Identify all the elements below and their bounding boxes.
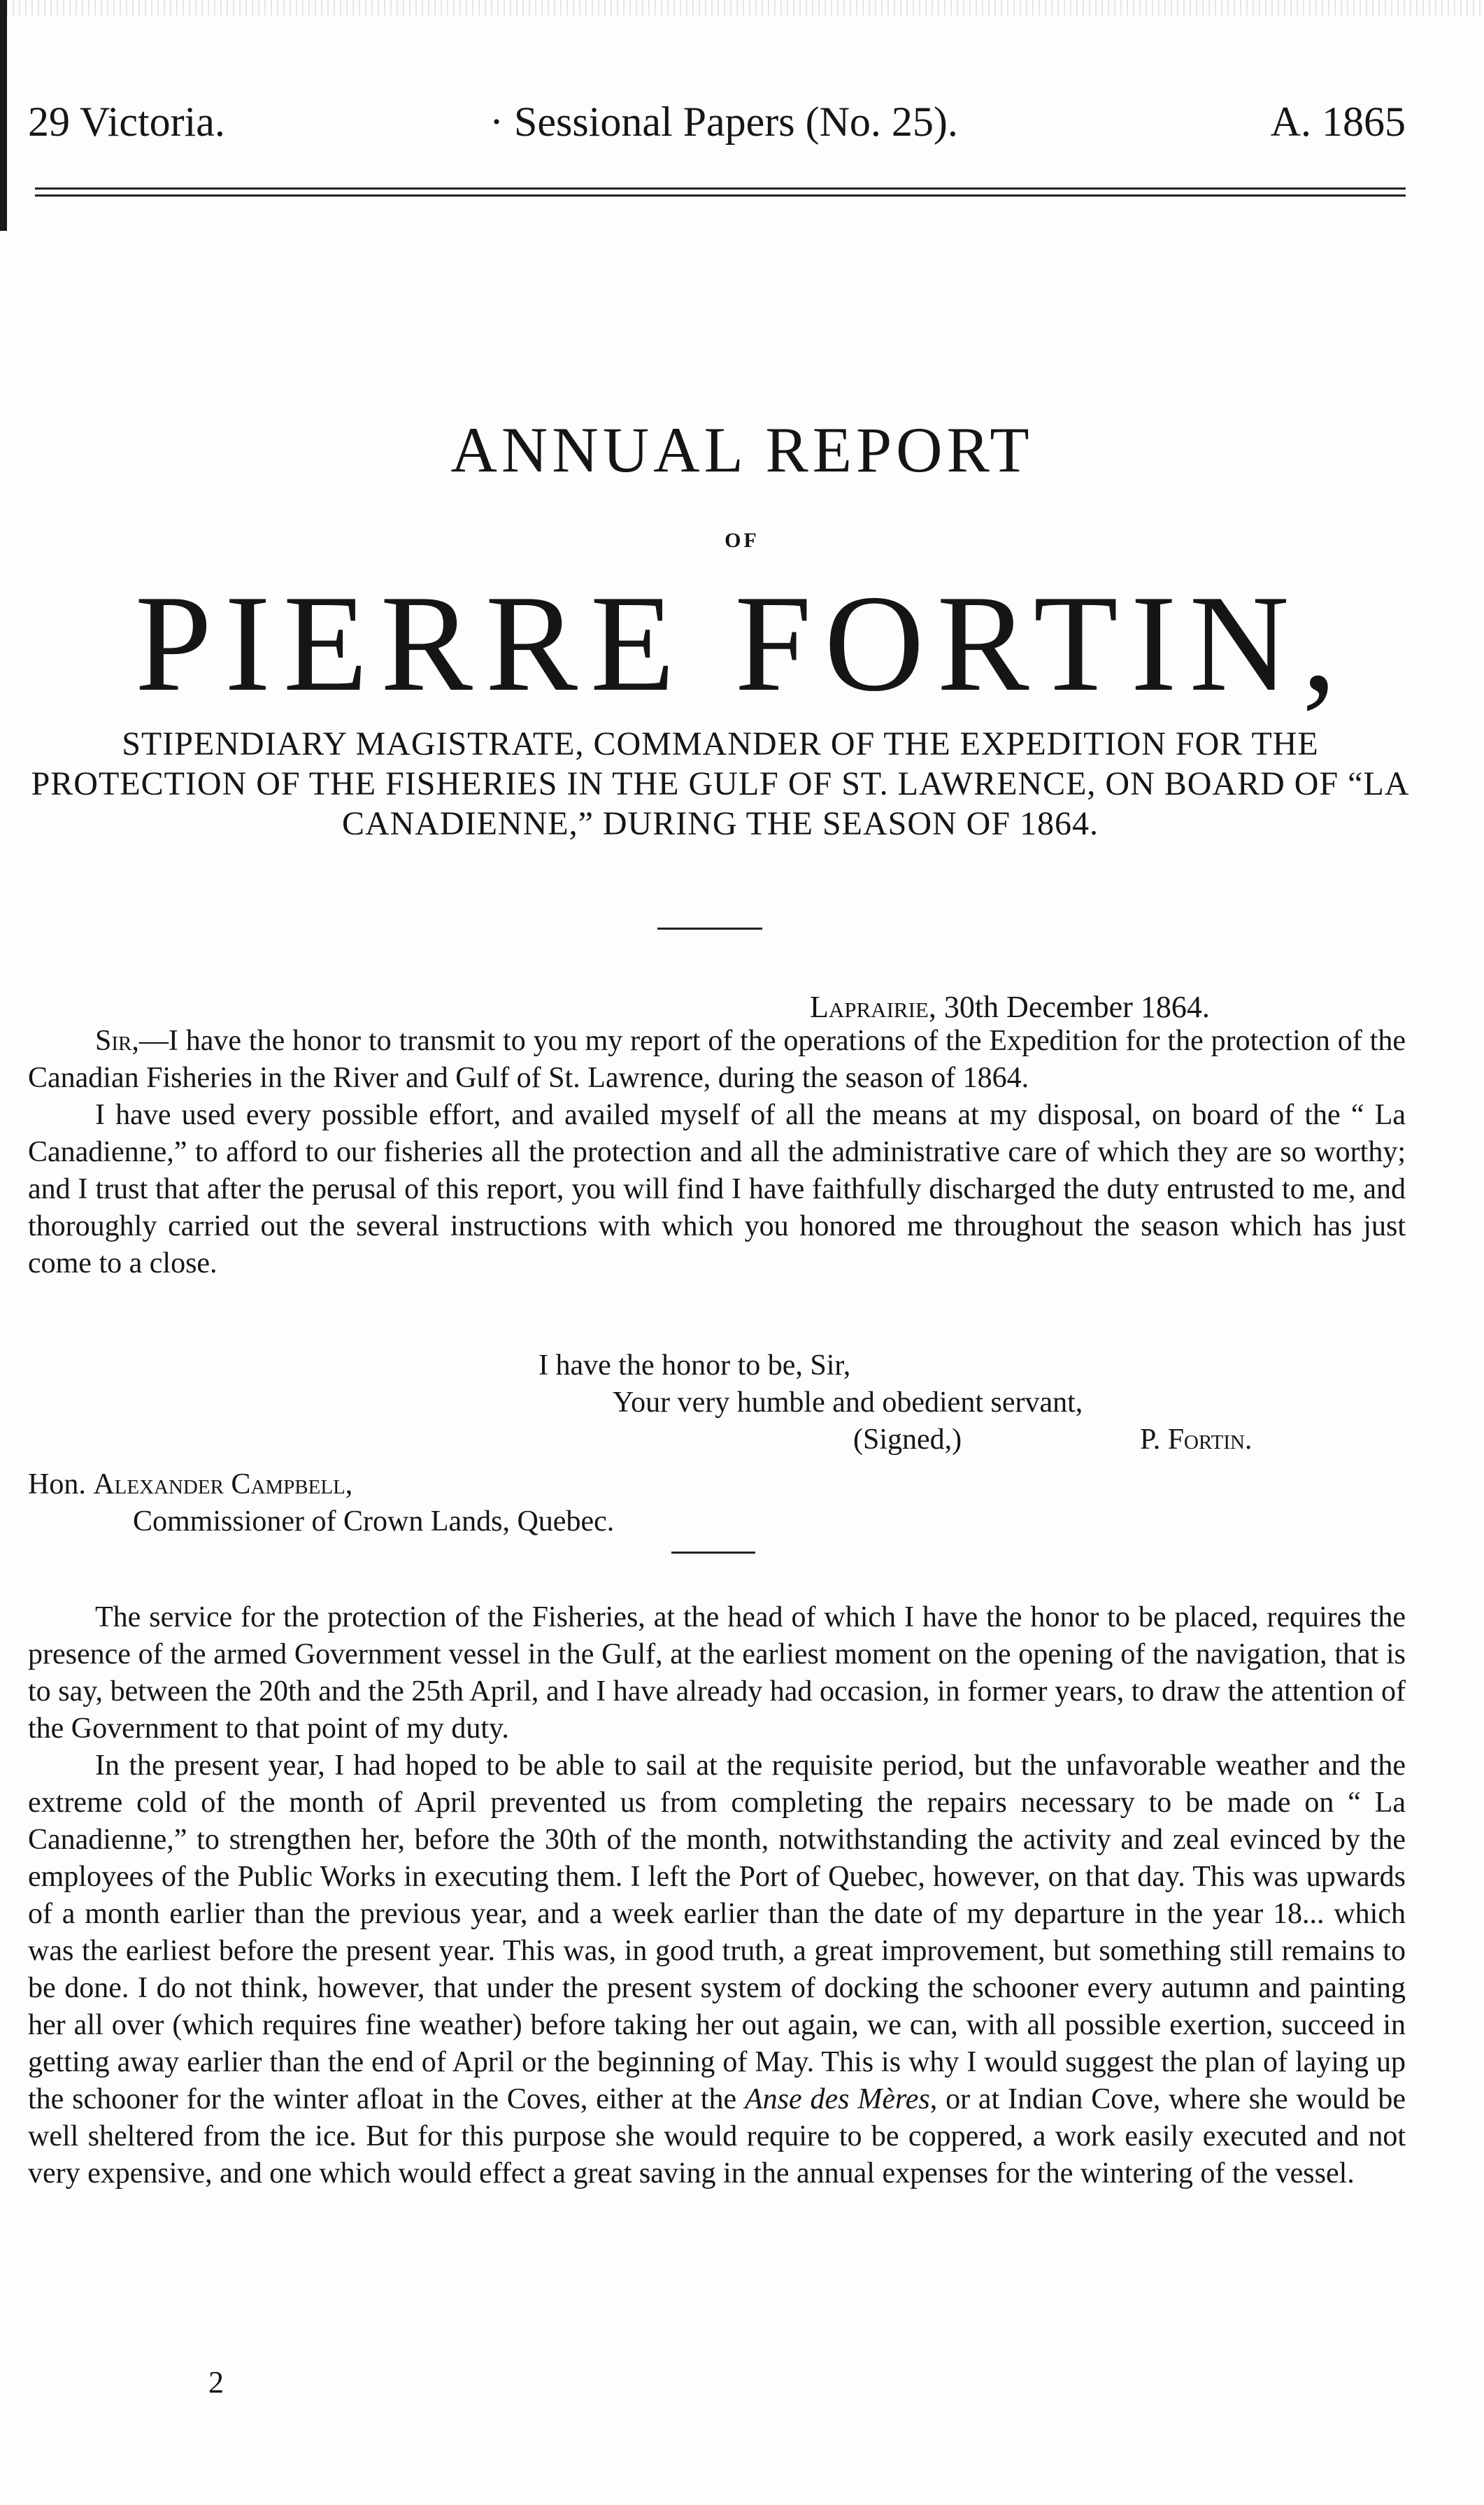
header-sessional-papers: · Sessional Papers (No. 25). bbox=[490, 99, 958, 145]
title-of: OF bbox=[725, 529, 759, 552]
signature bbox=[1140, 1421, 1252, 1459]
author-name: PIERRE FORTIN, bbox=[134, 567, 1350, 720]
place-name-italic: Anse des Mères bbox=[745, 2083, 930, 2115]
salutation: Sir bbox=[95, 1025, 132, 1057]
page-number: 2 bbox=[208, 2365, 224, 2399]
letter-separator bbox=[671, 1552, 755, 1554]
report-paragraph-2-part-a: In the present year, I had hoped to be able to sail at the requisite period, but the unfavorable weather and the extreme cold of the month of April prevented us from completing the repairs necessary to be made on “ La Canadienne,” to strengthen her, before the 30th of the month, notwithstanding the activity and zeal evinced by the employees of the Public Works in executing them. I left the Port of Quebec, however, on that day. This was upwards of a month earlier than the previous year, and a week earlier than the date of my departure in the year 18... which was the earliest before the present year. This was, in good truth, a great improvement, but something still remains to be done. I do not think, however, that under the present system of docking the schooner every autumn and painting her all over (which requires fine weather) before taking her out again, we can, with all possible exertion, succeed in getting away earlier than the end of April or the beginning of May. This is why I would suggest the plan of laying up the schooner for the winter afloat in the Coves, either at the bbox=[28, 1750, 1406, 2115]
author-designation: STIPENDIARY MAGISTRATE, COMMANDER OF THE EXPEDITION FOR THE PROTECTION OF THE FISHERIES IN THE GULF OF ST. LAWRENCE, ON BOARD OF “LA CANADIENNE,” DURING THE SEASON OF 1864. bbox=[31, 725, 1410, 842]
dateline-date: , 30th December 1864. bbox=[928, 990, 1210, 1024]
addressee-name: Alexander Campbell, bbox=[93, 1468, 353, 1500]
closing-line-1: I have the honor to be, Sir, bbox=[538, 1349, 851, 1382]
addressee-title: Commissioner of Crown Lands, Quebec. bbox=[133, 1505, 615, 1538]
report-paragraph-1: The service for the protection of the Fisheries, at the head of which I have the honor to be placed, requires the presence of the armed Government vessel in the Gulf, at the earliest moment on the opening of the navigation, that is to say, between the 20th and the 25th April, and I have already had occasion, in former years, to draw the attention of the Government to that point of my duty. bbox=[28, 1601, 1406, 1745]
letter-paragraph-1-text: ,—I have the honor to transmit to you my report of the operations of the Expedition for the protection of the Canadian Fisheries in the River and Gulf of St. Lawrence, during the season of 1864. bbox=[28, 1025, 1406, 1094]
letter-paragraph-2: I have used every possible effort, and availed myself of all the means at my disposal, on board of the “ La Canadienne,” to afford to our fisheries all the protection and all the administrative care of which they are so worthy; and I trust that after the perusal of this report, you will find I have faithfully discharged the duty entrusted to me, and thoroughly carried out the several instructions with which you honored me throughout the season which has just come to a close. bbox=[28, 1099, 1406, 1279]
header-rule-bottom bbox=[35, 194, 1406, 197]
signature-initial: P. bbox=[1140, 1424, 1161, 1456]
header-year: A. 1865 bbox=[1270, 99, 1406, 145]
signed-note: (Signed,) bbox=[853, 1424, 962, 1456]
closing-line-2: Your very humble and obedient servant, bbox=[613, 1386, 1083, 1419]
letter-closing bbox=[28, 1347, 1406, 1459]
report-paragraph-2-part-b: , or at Indian Cove, where she would be well sheltered from the ice. But for this purpose she would require to be coppered, a work easily executed and not very expensive, and one which would effect a great saving in the annual expenses for the wintering of the vessel. bbox=[28, 2083, 1406, 2190]
letter-body bbox=[28, 1023, 1406, 1282]
report-paragraph-2 bbox=[28, 1747, 1406, 2192]
letter-paragraph-1 bbox=[28, 1023, 1406, 1097]
header-volume: 29 Victoria. bbox=[28, 99, 225, 145]
scan-noise bbox=[0, 0, 1484, 15]
letter-dateline bbox=[810, 989, 1210, 1025]
report-title: ANNUAL REPORT bbox=[450, 414, 1034, 485]
report-body bbox=[28, 1599, 1406, 2192]
addressee-block bbox=[28, 1466, 614, 1540]
running-header bbox=[28, 98, 1406, 154]
dateline-place: Laprairie bbox=[810, 990, 929, 1024]
binding-edge-mark bbox=[0, 0, 7, 231]
title-separator bbox=[657, 928, 762, 930]
addressee-prefix: Hon. bbox=[28, 1468, 86, 1500]
header-rule-top bbox=[35, 187, 1406, 190]
signature-name: Fortin. bbox=[1167, 1424, 1253, 1456]
signature-line bbox=[28, 1421, 1406, 1459]
addressee-name-line bbox=[28, 1466, 614, 1503]
